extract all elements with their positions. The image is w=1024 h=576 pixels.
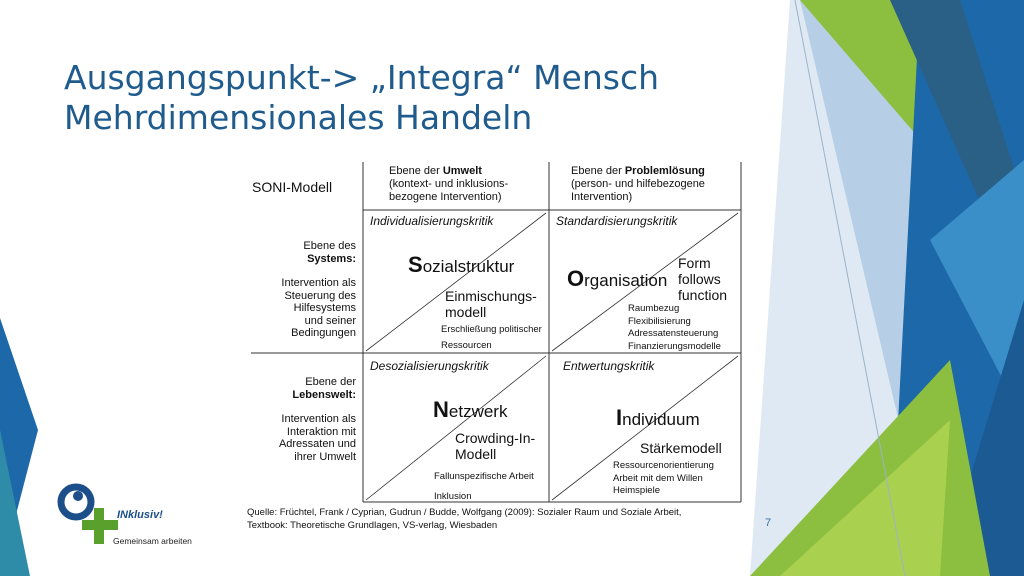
column-header-umwelt <box>389 165 508 204</box>
row-label-line: Interaktion mit <box>286 425 356 438</box>
detail-line: Fallunspezifische Arbeit <box>434 471 534 482</box>
column-header-problemloesung <box>571 165 705 204</box>
detail-line: Inklusion <box>434 491 472 502</box>
cell-details-i <box>613 460 714 498</box>
title-line-1: Ausgangspunkt-> „Integra“ Mensch <box>64 58 660 97</box>
source-line: Quelle: Früchtel, Frank / Cyprian, Gudrun / Budde, Wolfgang (2009): Sozialer Raum und Soziale Arbeit, <box>247 507 682 518</box>
cell-initial: N <box>433 397 449 422</box>
model-line: Stärkemodell <box>640 440 722 456</box>
row-label-line: Ebene der <box>305 376 356 388</box>
logo-name: INklusiv! <box>117 509 163 521</box>
row-label-line: Adressaten und <box>278 438 356 450</box>
model-line: Form <box>678 255 711 271</box>
row-label-line: und seiner <box>304 314 356 327</box>
cell-initial: I <box>616 405 623 430</box>
row-label-line: ihrer Umwelt <box>294 450 356 463</box>
cell-details-o <box>628 303 721 353</box>
model-line: Crowding-In- <box>455 430 536 446</box>
row-label-bold: Systems: <box>307 252 356 265</box>
cell-title-o <box>567 266 667 292</box>
cell-title-i <box>616 405 700 431</box>
cell-title-s <box>408 252 514 278</box>
row-label-line: Steuerung des <box>284 289 356 302</box>
row-label-line: Bedingungen <box>291 327 356 339</box>
cell-details-n <box>434 467 534 507</box>
cell-title-rest: etzwerk <box>448 402 508 421</box>
detail-line: Heimspiele <box>613 485 660 496</box>
header-line: bezogene Intervention) <box>389 191 502 203</box>
detail-line: Ressourcen <box>441 340 492 351</box>
critique-s: Individualisierungskritik <box>370 214 494 228</box>
model-label: SONI-Modell <box>252 179 333 195</box>
row-label-line <box>281 253 356 266</box>
cell-model-s <box>445 288 537 320</box>
row-label-spacer <box>279 401 356 413</box>
row-label-line: Intervention als <box>281 277 356 289</box>
model-line: Modell <box>455 446 497 462</box>
detail-line: Erschließung politischer <box>441 324 542 335</box>
row-label-lebenswelt <box>279 376 356 463</box>
source-line: Textbook: Theoretische Grundlagen, VS-verlag, Wiesbaden <box>247 519 498 531</box>
row-label-line: Ebene des <box>303 240 356 252</box>
detail-line: Ressourcenorientierung <box>613 460 714 471</box>
model-line: follows <box>678 271 721 287</box>
cell-model-i <box>640 440 722 456</box>
row-label-bold: Lebenswelt: <box>292 388 356 401</box>
cell-title-n <box>433 397 507 423</box>
header-line: (person- und hilfebezogene <box>571 178 705 190</box>
row-label-spacer <box>281 265 356 277</box>
critique-i: Entwertungskritik <box>563 359 655 373</box>
cell-model-o <box>678 255 727 303</box>
critique-n: Desozialisierungskritik <box>370 359 489 373</box>
row-label-line: Hilfesystems <box>293 302 356 314</box>
detail-line: Arbeit mit dem Willen <box>613 472 703 484</box>
model-line: Einmischungs- <box>445 288 537 304</box>
model-line: modell <box>445 304 487 320</box>
page-number: 7 <box>765 517 772 529</box>
detail-line: Raumbezug <box>628 303 680 314</box>
model-line: function <box>678 287 728 303</box>
critique-o: Standardisierungskritik <box>556 214 678 228</box>
header-line: Ebene der Umwelt <box>389 165 482 177</box>
detail-line: Flexibilisierung <box>628 315 691 327</box>
header-line: (kontext- und inklusions- <box>389 178 509 190</box>
cell-initial: O <box>567 266 585 291</box>
cell-title-rest: ozialstruktur <box>422 257 515 276</box>
cell-initial: S <box>408 252 423 277</box>
source-citation <box>247 507 681 532</box>
row-label-systems <box>281 240 356 340</box>
cell-title-rest: ndividuum <box>622 410 700 429</box>
title-line-2: Mehrdimensionales Handeln <box>64 98 533 137</box>
cell-model-n <box>455 430 535 462</box>
header-line: Ebene der Problemlösung <box>571 165 705 177</box>
detail-line: Adressatensteuerung <box>628 328 719 339</box>
row-label-line <box>279 389 356 402</box>
detail-line: Finanzierungsmodelle <box>628 340 721 352</box>
row-label-line: Intervention als <box>281 413 356 425</box>
cell-title-rest: rganisation <box>584 271 668 290</box>
cell-details-s <box>441 322 542 354</box>
logo-tagline: Gemeinsam arbeiten <box>113 536 192 546</box>
header-line: Intervention) <box>571 191 633 203</box>
